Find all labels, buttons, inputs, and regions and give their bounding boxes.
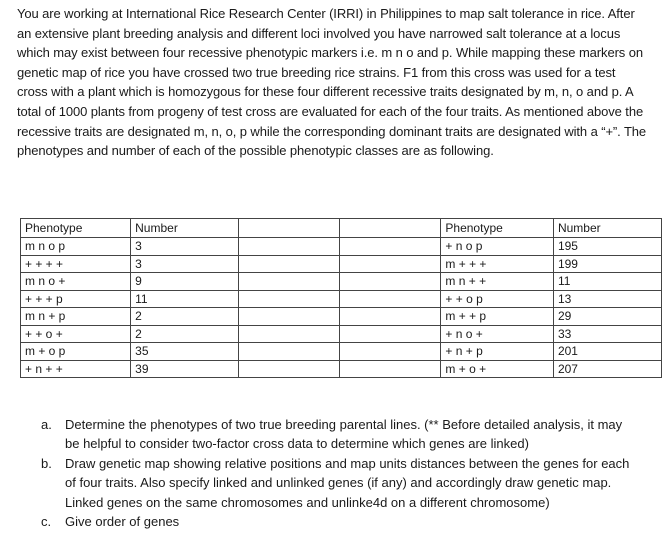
question-item xyxy=(37,415,637,454)
cell-number: 11 xyxy=(131,290,239,308)
question-marker: a. xyxy=(41,417,52,432)
cell-blank xyxy=(340,290,441,308)
question-text: Give order of genes xyxy=(65,514,180,530)
cell-blank xyxy=(239,308,340,326)
header-phenotype-left: Phenotype xyxy=(21,219,131,238)
cell-phenotype: + + o + xyxy=(21,325,131,343)
cell-number: 3 xyxy=(131,238,239,256)
cell-number: 2 xyxy=(131,308,239,326)
cell-blank xyxy=(239,290,340,308)
phenotype-table xyxy=(20,218,662,378)
cell-number: 195 xyxy=(553,238,661,256)
cell-phenotype: + + + + xyxy=(21,255,131,273)
cell-blank xyxy=(239,273,340,291)
table-row xyxy=(21,238,662,256)
cell-blank xyxy=(340,273,441,291)
cell-number: 9 xyxy=(131,273,239,291)
cell-blank xyxy=(239,255,340,273)
cell-blank xyxy=(340,238,441,256)
cell-blank xyxy=(239,360,340,378)
intro-paragraph: You are working at International Rice Research Center (IRRI) in Philippines to map salt tolerance in rice. After an extensive plant breeding analysis and different loci involved you have narrowed salt tolerance at a locus which may exist between four recessive phenotypic markers i.e. m n o and p. While mapping these markers on genetic map of rice you have crossed two true breeding rice strains. F1 from this cross was used for a test cross with a plant which is homozygous for these four different recessive traits designated by m, n, o and p. A total of 1000 plants from progeny of test cross are evaluated for each of the four traits. As mentioned above the recessive traits are designated m, n, o, p while the corresponding dominant traits are designated with a “+”. The phenotypes and number of each of the possible phenotypic classes are as following. xyxy=(17,6,647,159)
cell-phenotype: m n + p xyxy=(21,308,131,326)
cell-blank xyxy=(340,308,441,326)
header-blank-1 xyxy=(239,219,340,238)
table-header-row xyxy=(21,219,662,238)
cell-phenotype: m n o p xyxy=(21,238,131,256)
question-item xyxy=(37,512,637,531)
cell-blank xyxy=(340,325,441,343)
cell-phenotype: + n o + xyxy=(441,325,554,343)
cell-blank xyxy=(340,360,441,378)
cell-number: 207 xyxy=(553,360,661,378)
cell-number: 11 xyxy=(553,273,661,291)
table-row xyxy=(21,360,662,378)
table-row xyxy=(21,255,662,273)
header-number-right: Number xyxy=(553,219,661,238)
cell-number: 33 xyxy=(553,325,661,343)
table-row xyxy=(21,343,662,361)
cell-phenotype: m n + + xyxy=(441,273,554,291)
question-list xyxy=(37,415,637,531)
cell-phenotype: + n o p xyxy=(441,238,554,256)
cell-number: 201 xyxy=(553,343,661,361)
cell-phenotype: + + o p xyxy=(441,290,554,308)
cell-blank xyxy=(340,255,441,273)
cell-phenotype: m + + + xyxy=(441,255,554,273)
table-row xyxy=(21,308,662,326)
cell-blank xyxy=(340,343,441,361)
cell-phenotype: m + + p xyxy=(441,308,554,326)
cell-phenotype: m n o + xyxy=(21,273,131,291)
cell-phenotype: + n + p xyxy=(441,343,554,361)
header-phenotype-right: Phenotype xyxy=(441,219,554,238)
cell-number: 35 xyxy=(131,343,239,361)
question-text: Draw genetic map showing relative positions and map units distances between the genes for each of four traits. Also specify linked and unlinked genes (if any) and accordingly draw genetic map. Linked genes on the same chromosomes and unlinke4d on a different chromosome) xyxy=(65,455,630,510)
table-row xyxy=(21,273,662,291)
header-number-left: Number xyxy=(131,219,239,238)
cell-number: 29 xyxy=(553,308,661,326)
cell-blank xyxy=(239,238,340,256)
question-item xyxy=(37,454,637,512)
cell-blank xyxy=(239,343,340,361)
cell-phenotype: + + + p xyxy=(21,290,131,308)
table-row xyxy=(21,325,662,343)
cell-number: 199 xyxy=(553,255,661,273)
cell-number: 2 xyxy=(131,325,239,343)
cell-number: 3 xyxy=(131,255,239,273)
cell-number: 39 xyxy=(131,360,239,378)
question-marker: b. xyxy=(41,455,52,471)
question-text: Determine the phenotypes of two true breeding parental lines. (** Before detailed analysis, it may be helpful to consider two-factor cross data to determine which genes are linked) xyxy=(65,417,623,452)
cell-phenotype: + n + + xyxy=(21,360,131,378)
cell-phenotype: m + o + xyxy=(441,360,554,378)
cell-phenotype: m + o p xyxy=(21,343,131,361)
header-blank-2 xyxy=(340,219,441,238)
cell-blank xyxy=(239,325,340,343)
cell-number: 13 xyxy=(553,290,661,308)
table-row xyxy=(21,290,662,308)
question-marker: c. xyxy=(41,514,52,530)
